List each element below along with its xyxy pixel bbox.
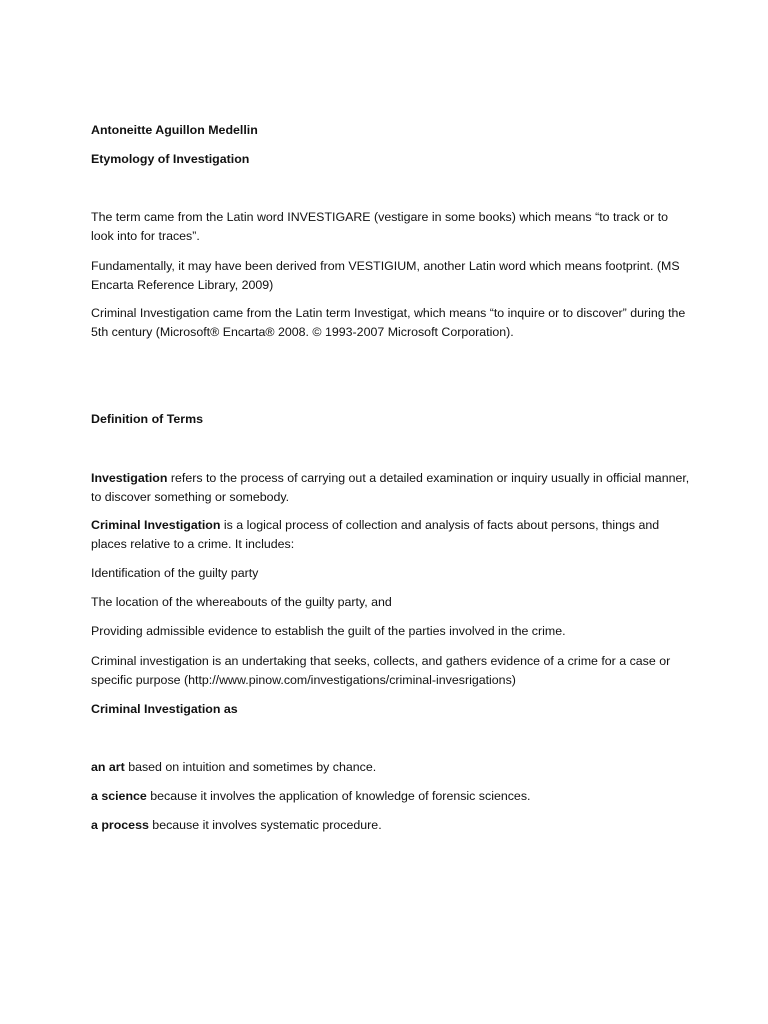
definition-criminal-investigation-text: is a logical process of collection and analysis of facts about persons, things and places relative to a crime. It includes: [91,518,660,551]
as-term-art: an art [91,760,125,774]
as-term-science: a science [91,789,147,803]
etymology-paragraph-3: Criminal Investigation came from the Latin term Investigat, which means “to inquire or to discover” during the 5th century (Microsoft® Encarta® 2008. © 1993-2007 Microsoft Corporation). [91,306,686,339]
as-item-art [91,758,691,777]
definition-investigation [91,469,691,507]
definition-investigation-text: refers to the process of carrying out a detailed examination or inquiry usually in official manner, to discover something or somebody. [91,471,690,504]
includes-item-3: Providing admissible evidence to establish the guilt of the parties involved in the crime. [91,624,566,638]
term-investigation: Investigation [91,471,168,485]
as-text-process: because it involves systematic procedure. [148,818,382,832]
etymology-heading: Etymology of Investigation [91,152,250,166]
as-term-process: a process [91,818,149,832]
as-item-science [91,787,691,806]
criminal-investigation-as-heading: Criminal Investigation as [91,702,238,716]
definitions-heading: Definition of Terms [91,412,203,426]
includes-item-2: The location of the whereabouts of the guilty party, and [91,595,392,609]
as-text-art: based on intuition and sometimes by chance. [124,760,377,774]
includes-item-1: Identification of the guilty party [91,566,259,580]
undertaking-paragraph: Criminal investigation is an undertaking that seeks, collects, and gathers evidence of a crime for a case or specific purpose (http://www.pinow.com/investigations/criminal-invesrigations) [91,654,671,687]
definition-criminal-investigation [91,516,691,554]
etymology-paragraph-1: The term came from the Latin word INVESTIGARE (vestigare in some books) which means “to track or to look into for traces”. [91,210,669,243]
as-item-process [91,816,691,835]
term-criminal-investigation: Criminal Investigation [91,518,221,532]
etymology-paragraph-2: Fundamentally, it may have been derived from VESTIGIUM, another Latin word which means footprint. (MS Encarta Reference Library, 2009) [91,259,680,292]
as-text-science: because it involves the application of knowledge of forensic sciences. [146,789,531,803]
author-name: Antoneitte Aguillon Medellin [91,123,258,137]
